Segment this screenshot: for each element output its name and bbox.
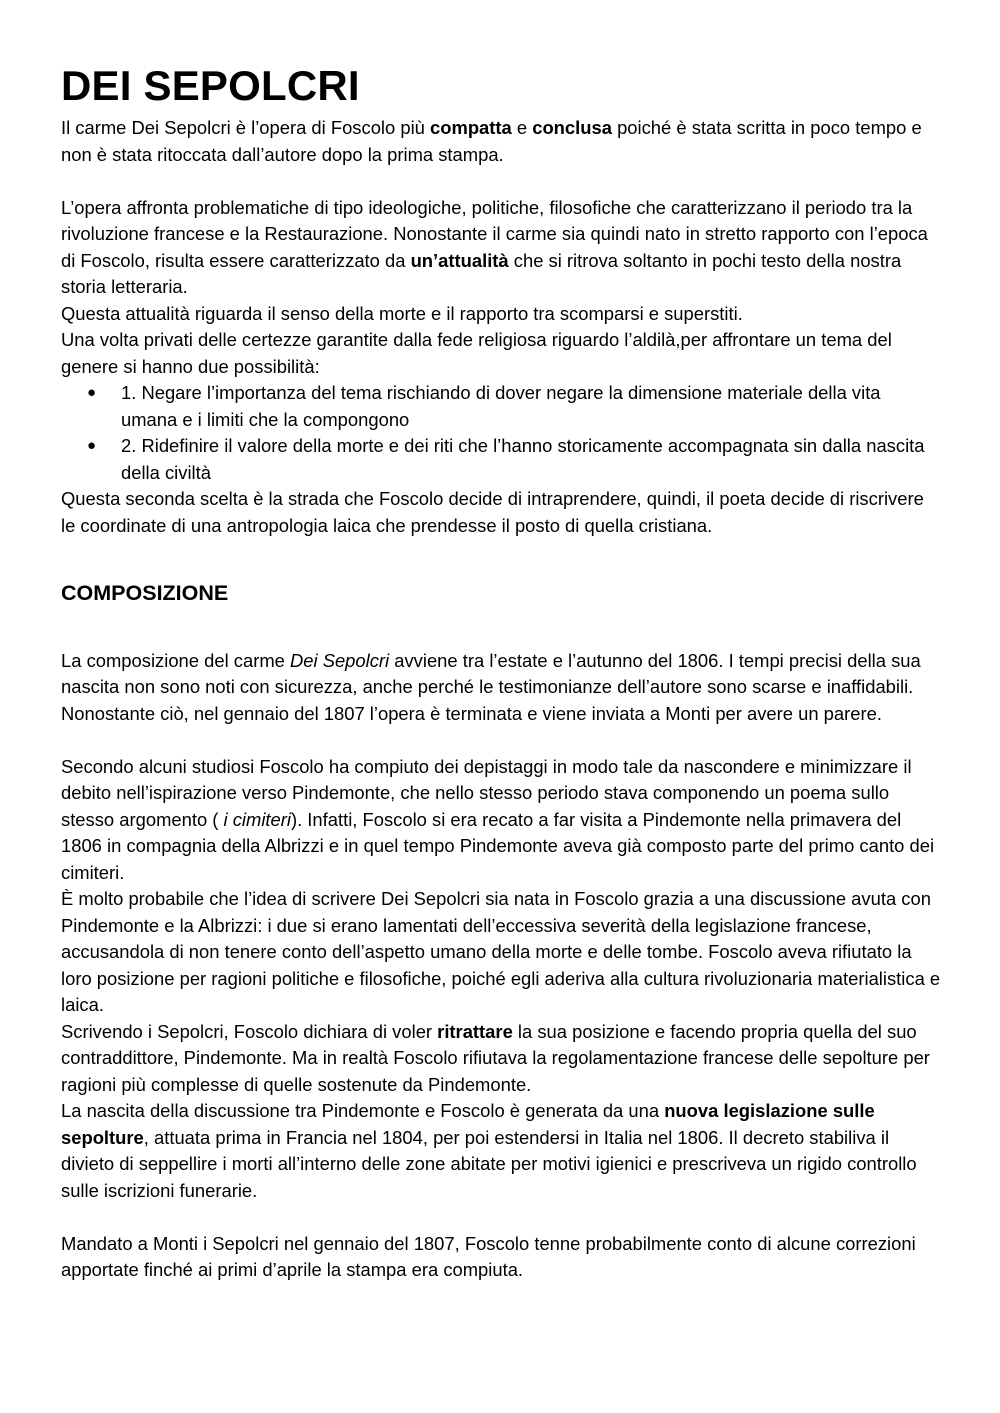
paragraph-spacer	[61, 621, 941, 648]
text-run: avviene tra l’estate e l’autunno del 1806. I tempi precisi della sua nascita non sono noti con sicurezza, anche perché le testimonianze dell’autore sono scarse e inaffidabili. Nonostante ciò, nel gennaio del 1807 l’opera è terminata e viene inviata a Monti per avere un parere.	[61, 649, 921, 724]
italic-title-i-cimiteri: i cimiteri	[223, 808, 291, 830]
intro-paragraph-4: Una volta privati delle certezze garantite dalla fede religiosa riguardo l’aldilà,per affrontare un tema del genere si hanno due possibilità:	[61, 329, 892, 377]
text-run: La composizione del carme	[61, 649, 290, 671]
bold-text-nuova-legislazione: nuova legislazione sulle sepolture	[61, 1100, 875, 1148]
text-run: che si ritrova soltanto in pochi testo della nostra storia letteraria.	[61, 249, 902, 297]
document-page	[61, 58, 941, 1284]
text-run: Secondo alcuni studiosi Foscolo ha compiuto dei depistaggi in modo tale da nascondere e minimizzare il debito nell’ispirazione verso Pindemonte, che nello stesso periodo stava componendo un poema sullo stesso argomento (	[61, 755, 912, 830]
bold-text-ritrattare: ritrattare	[437, 1020, 513, 1042]
paragraph-spacer	[61, 727, 941, 754]
intro-paragraph-2	[61, 195, 941, 301]
text-run: la sua posizione e facendo propria quella del suo contraddittore, Pindemonte. Ma in realtà Foscolo rifiutava la regolamentazione francese delle sepolture per ragioni più complesse di quelle sostenute da Pindemonte.	[61, 1020, 930, 1095]
text-run: ). Infatti, Foscolo si era recato a far visita a Pindemonte nella primavera del 1806 in compagnia della Albrizzi e in quel tempo Pindemonte aveva già composto parte del primo canto dei cimiteri.	[61, 808, 935, 883]
list-item	[61, 433, 941, 486]
text-run: Il carme Dei Sepolcri è l’opera di Foscolo più	[61, 117, 430, 138]
text-run: L’opera affronta problematiche di tipo ideologiche, politiche, filosofiche che caratterizzano il periodo tra la rivoluzione francese e la Restaurazione. Nonostante il carme sia quindi nato in stretto rapporto con l’epoca di Foscolo, risulta essere caratterizzato da	[61, 196, 928, 271]
bold-text-conclusa: conclusa	[532, 117, 612, 138]
paragraph-spacer	[61, 1204, 941, 1231]
composition-paragraph-6: Mandato a Monti i Sepolcri nel gennaio del 1807, Foscolo tenne probabilmente conto di alcune correzioni apportate finché ai primi d’aprile la stampa era compiuta.	[61, 1232, 916, 1280]
bold-text-compatta: compatta	[430, 117, 512, 138]
composition-paragraph-4	[61, 1019, 941, 1099]
intro-paragraph-3: Questa attualità riguarda il senso della morte e il rapporto tra scomparsi e superstiti.	[61, 302, 743, 324]
possibilities-list	[61, 380, 941, 486]
section-spacer	[61, 539, 941, 565]
paragraph-spacer	[61, 168, 941, 195]
bold-text-attualita: un’attualità	[410, 249, 509, 271]
composition-paragraph-5	[61, 1098, 941, 1204]
text-run: poiché è stata scritta in poco tempo e non è stata ritoccata dall’autore dopo la prima stampa.	[61, 117, 922, 165]
page-title: DEI SEPOLCRI	[61, 62, 360, 109]
text-run: , attuata prima in Francia nel 1804, per poi estendersi in Italia nel 1806. Il decreto stabiliva il divieto di seppellire i morti all’interno delle zone abitate per motivi igienici e prescriveva un rigido controllo sulle iscrizioni funerarie.	[61, 1126, 917, 1201]
text-run: e	[511, 117, 533, 138]
intro-paragraph-1	[61, 115, 941, 168]
text-run: Scrivendo i Sepolcri, Foscolo dichiara di voler	[61, 1020, 438, 1042]
composition-paragraph-1	[61, 648, 941, 728]
list-item-text: 2. Ridefinire il valore della morte e dei riti che l’hanno storicamente accompagnata sin dalla nascita della civiltà	[121, 435, 925, 483]
list-item	[61, 380, 941, 433]
bullet-icon: ●	[87, 437, 97, 454]
italic-title-dei-sepolcri: Dei Sepolcri	[289, 649, 390, 671]
composition-paragraph-3: È molto probabile che l’idea di scrivere Dei Sepolcri sia nata in Foscolo grazia a una discussione avuta con Pindemonte e la Albrizzi: i due si erano lamentati dell’eccessiva severità della legislazione francese, accusandola di non tenere conto dell’aspetto umano della morte e delle tombe. Foscolo aveva rifiutato la loro posizione per ragioni politiche e filosofiche, poiché egli aderiva alla cultura rivoluzionaria materialistica e laica.	[61, 888, 941, 1015]
list-item-text: 1. Negare l’importanza del tema rischiando di dover negare la dimensione materiale della vita umana e i limiti che la compongono	[121, 382, 881, 430]
bullet-icon: ●	[87, 384, 97, 401]
intro-paragraph-5: Questa seconda scelta è la strada che Foscolo decide di intraprendere, quindi, il poeta decide di riscrivere le coordinate di una antropologia laica che prendesse il posto di quella cristiana.	[61, 488, 924, 536]
composition-paragraph-2	[61, 754, 941, 887]
section-heading: COMPOSIZIONE	[61, 581, 229, 605]
text-run: La nascita della discussione tra Pindemonte e Foscolo è generata da una	[61, 1100, 665, 1121]
